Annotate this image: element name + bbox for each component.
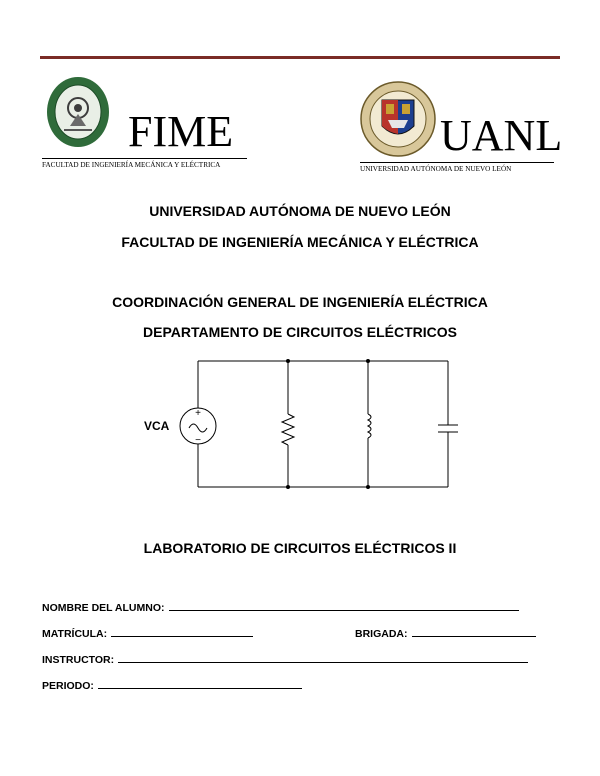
node-dot: [286, 485, 290, 489]
faculty-heading: FACULTAD DE INGENIERÍA MECÁNICA Y ELÉCTRICA: [121, 234, 479, 250]
instructor-field: [42, 652, 528, 666]
student-name-label: NOMBRE DEL ALUMNO:: [42, 602, 165, 614]
student-name-line[interactable]: [169, 600, 519, 611]
matricula-line[interactable]: [111, 626, 253, 637]
uanl-subtitle: UNIVERSIDAD AUTÓNOMA DE NUEVO LEÓN: [360, 162, 554, 173]
student-name-field: [42, 600, 519, 614]
fime-seal-icon: [44, 74, 112, 150]
brigada-field: [355, 626, 536, 640]
fime-subtitle: FACULTAD DE INGENIERÍA MECÁNICA Y ELÉCTRICA: [42, 158, 247, 169]
instructor-label: INSTRUCTOR:: [42, 654, 115, 666]
inductor-icon: [368, 414, 371, 438]
periodo-label: PERIODO:: [42, 680, 94, 692]
node-dot: [286, 359, 290, 363]
instructor-line[interactable]: [118, 652, 528, 663]
brigada-label: BRIGADA:: [355, 628, 408, 640]
uanl-seal-icon: [358, 80, 438, 158]
department-heading: DEPARTAMENTO DE CIRCUITOS ELÉCTRICOS: [143, 324, 457, 340]
top-rule: [40, 56, 560, 59]
fime-logo: [40, 74, 250, 170]
periodo-field: [42, 678, 302, 692]
uanl-wordmark: UANL: [440, 111, 563, 160]
coordination-heading: COORDINACIÓN GENERAL DE INGENIERÍA ELÉCTRICA: [112, 294, 488, 310]
lab-title: LABORATORIO DE CIRCUITOS ELÉCTRICOS II: [143, 540, 457, 556]
source-minus-sign: −: [195, 435, 201, 446]
matricula-field: [42, 626, 253, 640]
source-label: VCA: [144, 419, 170, 433]
university-heading: UNIVERSIDAD AUTÓNOMA DE NUEVO LEÓN: [149, 203, 451, 219]
node-dot: [366, 359, 370, 363]
node-dot: [366, 485, 370, 489]
matricula-label: MATRÍCULA:: [42, 628, 108, 640]
parallel-rlc-circuit: [130, 350, 470, 495]
resistor-icon: [282, 414, 294, 445]
fime-wordmark: FIME: [128, 107, 234, 156]
periodo-line[interactable]: [98, 678, 302, 689]
brigada-line[interactable]: [412, 626, 536, 637]
source-plus-sign: +: [195, 408, 201, 419]
uanl-logo: [358, 80, 563, 173]
